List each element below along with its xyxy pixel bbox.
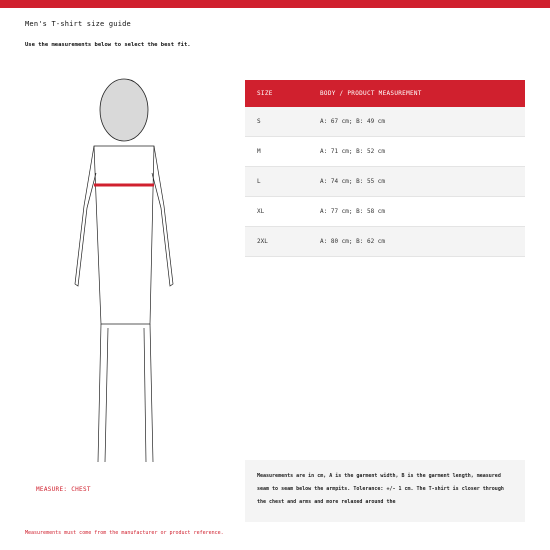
table-row [245,167,525,197]
mannequin-head [100,79,148,141]
table-row [245,197,525,227]
page-title: Men's T-shirt size guide [25,20,131,28]
table-row [245,227,525,257]
size-cell: S [257,118,261,125]
measurement-notes: Measurements are in cm, A is the garment width, B is the garment length, measured seam to seam below the armpits. Tolerance: +/- 1 cm. The T-shirt is closer through the chest and arms and more relaxed around the [245,460,525,522]
header-measurement: BODY / PRODUCT MEASUREMENT [320,90,422,97]
mannequin-right-leg [144,324,153,462]
measurement-cell: A: 67 cm; B: 49 cm [320,118,386,125]
mannequin-figure [70,78,180,468]
table-body [245,107,525,257]
mannequin-left-arm [75,146,96,286]
top-accent-bar [0,0,550,8]
measure-label: MEASURE: CHEST [36,486,91,493]
size-table [245,80,525,257]
table-row [245,137,525,167]
mannequin-left-leg [98,324,108,462]
mannequin-right-arm [152,146,173,286]
size-cell: M [257,148,261,155]
measurement-cell: A: 80 cm; B: 62 cm [320,238,386,245]
measurement-cell: A: 74 cm; B: 55 cm [320,178,386,185]
table-row [245,107,525,137]
size-cell: L [257,178,261,185]
header-size: SIZE [257,90,273,97]
measurement-cell: A: 77 cm; B: 58 cm [320,208,386,215]
size-cell: 2XL [257,238,268,245]
page-subtitle: Use the measurements below to select the best fit. [25,42,191,48]
table-header [245,80,525,107]
size-cell: XL [257,208,265,215]
mannequin-figure-icon [70,78,180,468]
footer-note: Measurements must come from the manufacturer or product reference. [25,530,224,536]
measurement-cell: A: 71 cm; B: 52 cm [320,148,386,155]
mannequin-torso [94,146,154,324]
